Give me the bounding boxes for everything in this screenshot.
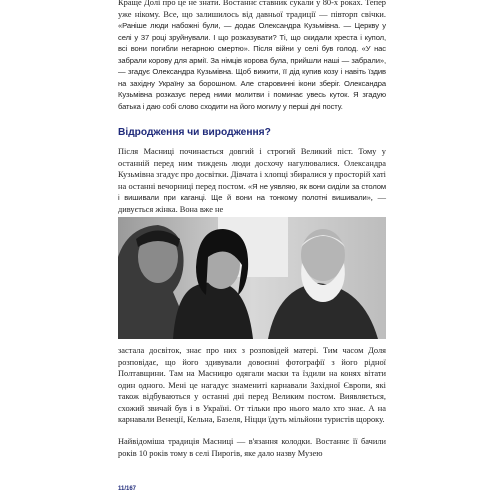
paragraph-4: Найвідоміша традиція Масниці — в'язання колодки. Востаннє її бачили років 10 років тому в селі Пирогів, яке дало назву Музею — [118, 437, 386, 458]
paragraph-1-serif: Краще Долі про це не знати. Востаннє ставник сукали у 80-х роках. Тепер уже нікому. Все, що залишилось від давньої традиції — півторп свічки. — [118, 0, 386, 19]
paragraph-2-quote: «Я не уявляю, як вони сиділи за столом і вишивали при каганці. Ще й вони на тонкому полотні вишивали» — [118, 181, 386, 202]
paragraph-2-serif: Після Масниці починається довгий і строгий Великий піст. Тому у останній перед ним тиждень люди досхочу нагулювалися. Олександра Кузьмівна згадує про досвітки. Дівчата і хлопці збиралися у просторій хаті на останні вечорниці перед постом. — [118, 147, 386, 191]
photo-illustration — [118, 217, 386, 339]
photo — [118, 217, 386, 339]
paragraph-3: застала досвіток, знає про них з розповідей матері. Тим часом Доля розповідає, що його здивували довоєнні фотографії з його рідної Полтавщини. Там на Масницю одягали маски та їздили на конях вітати один одного. Мені це нагадує знаменитi карнавали Західної Європи, які також відбуваються у останні дні перед Великим постом. Виявляється, схожий звичай був і в Україні. От тільки про нього мало хто знає. А на карнавали Венеції, Кельна, Базеля, Ніцци їдуть мільйони туристів щороку. — [118, 346, 386, 424]
paragraph-2 — [118, 146, 386, 215]
paragraph-1 — [118, 0, 386, 112]
paragraph-1-quote: «Раніше люди набожні були, — додає Олександра Кузьмівна. — Церкву у селі у 37 році зруйнували. І що розказувати? Ті, що скидали хреста і купол, всі вони погибли негарною смертю». Після війни у селі був голод. «У нас забрали корову для армії. За німців корова була, прийшли наші — забрали», — згадує Олександра Кузьмівна. Щоб вижити, її дід купив козу і навіть їздив на захiдну Україну за борошном. Але старовинні ікони зберіг. Олександра Кузьмівна розказує перед ними молитви і поминає увесь куток. Я згадую батька і даю собі слово сходити на його могилу у перші дні посту. — [118, 21, 386, 111]
page-number: 11/167 — [118, 486, 137, 492]
paragraph-2-serif-end: , — дивується жінка. Вона вже не — [118, 193, 386, 214]
section-heading: Відродження чи виродження? — [118, 127, 271, 138]
